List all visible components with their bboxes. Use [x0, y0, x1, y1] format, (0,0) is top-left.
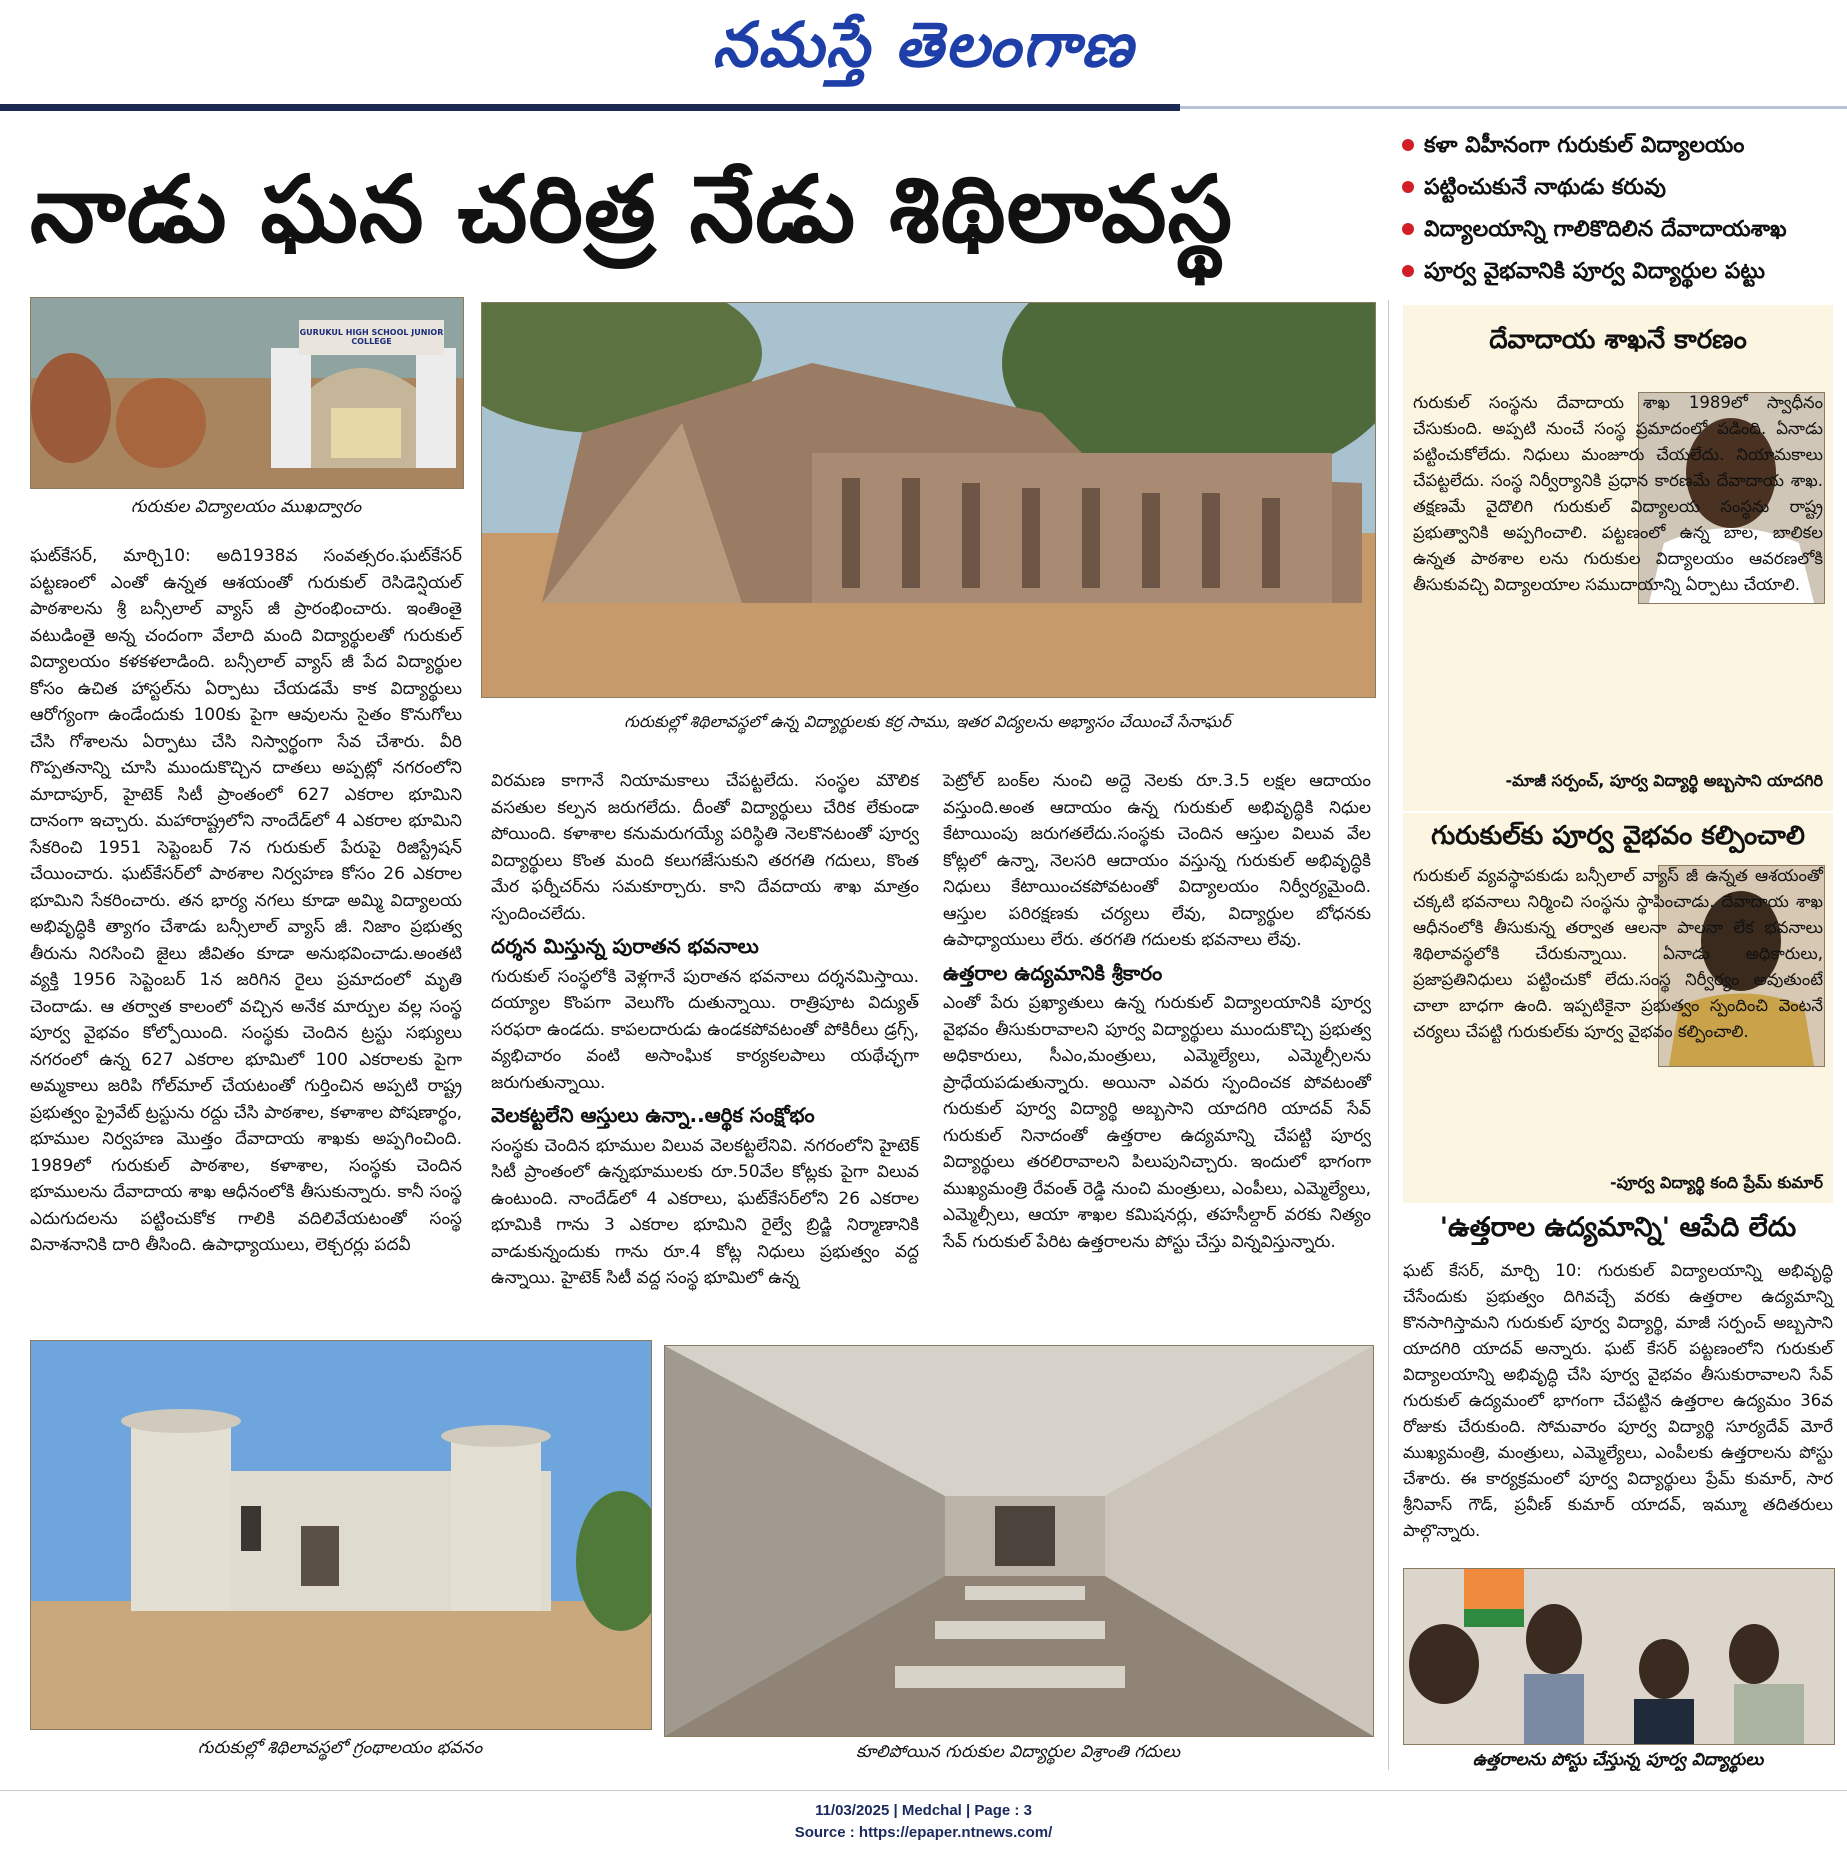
corridor-photo	[664, 1345, 1374, 1737]
gate-photo-image	[31, 298, 463, 488]
corridor-photo-image	[665, 1346, 1373, 1736]
footer-rule	[0, 1790, 1847, 1791]
column2-subhead-1: దర్శన మిస్తున్న పురాతన భవనాలు	[491, 934, 759, 958]
bullet-item: కళా విహీనంగా గురుకుల్ విద్యాలయం	[1400, 125, 1830, 167]
gate-caption: గురుకుల విద్యాలయం ముఖద్వారం	[130, 497, 362, 517]
ruin-photo-image	[482, 303, 1375, 697]
protest-photo	[1403, 1568, 1835, 1745]
ruin-caption: గురుకుల్లో శిథిలావస్థలో ఉన్న విద్యార్థులకు కర్ర సాము, ఇతర విద్యలను అభ్యాసం చేయించే సేనాఘర్	[624, 712, 1231, 731]
side-story-body: ఘట్ కేసర్, మార్చి 10: గురుకుల్ విద్యాలయాన్ని అభివృద్ధి చేసేందుకు ప్రభుత్వం దిగివచ్చే వరకు ఉత్తరాల ఉద్యమాన్ని కొనసాగిస్తామని గురుకుల్ పూర్వ విద్యార్థి, మాజీ సర్పంచ్ అబ్బసాని యాదగిరి యాదవ్ అన్నారు. ఘట్ కేసర్ పట్టణంలోని గురుకుల్ విద్యాలయాన్ని అభివృద్ధి చేసి పూర్వ వైభవం తీసుకురావాలని సేవ్ గురుకుల్ ఉద్యమంలో భాగంగా చేపట్టిన ఉత్తరాల ఉద్యమం 36వ రోజుకు చేరుకుంది. సోమవారం పూర్వ విద్యార్థి సూర్యదేవ్ మోరే ముఖ్యమంత్రి, మంత్రులు, ఎమ్మెల్యేలు, ఎంపీలకు ఉత్తరాలను పోస్టు చేశారు. ఈ కార్యక్రమంలో పూర్వ విద్యార్థులు ప్రేమ్ కుమార్, సార శ్రీనివాస్ గౌడ్, ప్రవీణ్ కుమార్ యాదవ్, ఇమ్మూ తదితరులు పాల్గొన్నారు.	[1403, 1261, 1833, 1540]
column2-intro: విరమణ కాగానే నియామకాలు చేపట్టలేదు. సంస్థల మౌలిక వసతుల కల్పన జరుగలేదు. దీంతో విద్యార్థులు చేరిక లేకుండా పోయింది. కళాశాల కనుమరుగయ్యే పరిస్థితి నెలకొనటంతో పూర్వ విద్యార్థులు కొంత మంది కలుగజేసుకుని తరగతి గదులు, కొంత మేర ఫర్నీచర్‌ను సమకూర్చారు. కాని దేవదాయ శాఖ మాత్రం స్పందించలేదు.	[491, 771, 919, 924]
masthead	[0, 0, 1847, 100]
column3-subhead: ఉత్తరాల ఉద్యమానికి శ్రీకారం	[943, 960, 1163, 985]
newspaper-logo: నమస్తే తెలంగాణ	[712, 8, 1135, 81]
bullet-item: విద్యాలయాన్ని గాలికొదిలిన దేవాదాయశాఖ	[1400, 209, 1830, 251]
column-divider	[1388, 300, 1389, 1770]
headline: నాడు ఘన చరిత్ర నేడు శిథిలావస్థ	[30, 156, 1234, 263]
column2-subhead-2: వెలకట్టలేని ఆస్తులు ఉన్నా..ఆర్థిక సంక్షోభం	[491, 1103, 815, 1127]
library-photo	[30, 1340, 652, 1730]
column3-para-1: పెట్రోల్ బంక్‌ల నుంచి అద్దె నెలకు రూ.3.5 లక్షల ఆదాయం వస్తుంది.అంత ఆదాయం ఉన్న గురుకుల్ అభివృద్ధికి నిధుల కేటాయింపు జరుగతలేదు.సంస్థకు చెందిన ఆస్తుల విలువ వేల కోట్లలో ఉన్నా, నెలసరి ఆదాయం వస్తున్న గురుకుల్ అభివృద్ధికి నిధులు కేటాయించకపోవటంతో విద్యాలయం నిర్వీర్యమైంది. ఆస్తుల పరిరక్షణకు చర్యలు లేవు, విద్యార్థుల బోధనకు ఉపాధ్యాయులు లేరు. తరగతి గదులకు భవనాలు లేవు.	[943, 771, 1371, 950]
column2-para-2: సంస్థకు చెందిన భూముల విలువ వెలకట్టలేనివి. నగరంలోని హైటెక్ సిటీ ప్రాంతంలో ఉన్నభూములకు రూ.50వేల కోట్లకు పైగా విలువ ఉంటుంది. నాందేడ్‌లో 4 ఎకరాలు, ఘట్‌కేసర్‌లోని 26 ఎకరాల భూమికి గాను 3 ఎకరాల భూమిని రైల్వే బ్రిడ్జి నిర్మాణానికి వాడుకున్నందుకు గాను రూ.4 కోట్ల నిధులు ప్రభుత్వం వద్ద ఉన్నాయి. హైటెక్ సిటీ వద్ద సంస్థ భూమిలో ఉన్న	[491, 1135, 919, 1288]
masthead-rule-light	[1180, 106, 1847, 109]
masthead-rule	[0, 104, 1180, 111]
column3-para-2: ఎంతో పేరు ప్రఖ్యాతులు ఉన్న గురుకుల్ విద్యాలయానికి పూర్వ వైభవం తీసుకురావాలని పూర్వ విద్యార్థులు ముందుకొచ్చి ప్రభుత్వ అధికారులు, సీఎం,మంత్రులు, ఎమ్మెల్యేలు, ఎమ్మెల్సీలను ప్రాధేయపడుతున్నారు. అయినా ఎవరు స్పందించక పోవటంతో గురుకుల్ పూర్వ విద్యార్థి అబ్బసాని యాదగిరి యాదవ్ సేవ్ గురుకుల్ నినాదంతో ఉత్తరాల ఉద్యమాన్ని చేపట్టి పూర్వ విద్యార్థులు తరలిరావాలని పిలుపునిచ్చారు. ఇందులో భాగంగా ముఖ్యమంత్రి రేవంత్ రెడ్డి నుంచి మంత్రులు, ఎంపీలు, ఎమ్మెల్యేలు, ఎమ్మెల్సీలు, ఆయా శాఖల కమిషనర్లు, తహసీల్దార్ వరకు నిత్యం సేవ్ గురుకుల్ పేరిట ఉత్తరాలను పోస్టు చేస్తు విన్నవిస్తున్నారు.	[943, 993, 1371, 1252]
library-caption: గురుకుల్లో శిథిలావస్థలో గ్రంథాలయం భవనం	[197, 1738, 483, 1758]
column1-text: ఘట్‌కేసర్, మార్చి10: అది1938వ సంవత్సరం.ఘట్‌కేసర్ పట్టణంలో ఎంతో ఉన్నత ఆశయంతో గురుకుల్ రెసిడెన్షియల్ పాఠశాలను శ్రీ బన్సీలాల్ వ్యాస్ జీ ప్రారంభించారు. ఇంతింతై వటుడింతై అన్న చందంగా వేలాది మంది విద్యార్థులతో గురుకుల్ విద్యాలయం కళకళలాడింది. బన్సీలాల్ వ్యాస్ జీ పేద విద్యార్థుల కోసం ఉచిత హాస్టల్‌ను ఏర్పాటు చేయడమే కాక విద్యార్థులు ఆరోగ్యంగా ఉండేందుకు 100కు పైగా ఆవులను సైతం కొనుగోలు చేసి గోశాలను ఏర్పాటు చేసి నిస్వార్థంగా సేవ చేశారు. వీరి గొప్పతనాన్ని చూసి ముందుకొచ్చిన దాతలు అప్పట్లో నగరంలోని మాదాపూర్, హైటెక్ సిటీ ప్రాంతంలో 627 ఎకరాల భూమిని దానంగా ఇచ్చారు. మహారాష్ట్రలోని నాందేడ్‌లో 4 ఎకరాల భూమిని సేకరించి 1951 సెప్టెంబర్ 7న గురుకుల్ పేరుపై రిజిస్ట్రేషన్ చేయించారు. ఘట్‌కేసర్‌లో పాఠశాల నిర్వహణ కోసం 26 ఎకరాల భూమిని సేకరించారు. తన భార్య నగలు కూడా అమ్మి విద్యాలయ అభివృద్ధికి త్యాగం చేశాడు బన్సీలాల్ వ్యాస్ జీ. నిజాం ప్రభుత్వ తీరును నిరసించి జైలు జీవితం కూడా అనుభవించాడు.అంతటి వ్యక్తి 1956 సెప్టెంబర్ 1న జరిగిన రైలు ప్రమాదంలో మృతి చెందాడు. ఆ తర్వాత కాలంలో వచ్చిన అనేక మార్పుల వల్ల సంస్థ పూర్వ వైభవం కోల్పోయింది. సంస్థకు చెందిన ట్రస్టు సభ్యులు నగరంలో ఉన్న 627 ఎకరాల భూమిలో 100 ఎకరాలకు పైగా అమ్మకాలు జరిపి గోల్‌మాల్ చేయటంతో గుర్తించిన అప్పటి రాష్ట్ర ప్రభుత్వం ప్రైవేట్ ట్రస్టును రద్దు చేసి పాఠశాల, కళాశాల పోషణార్థం, భూముల నిర్వహణ మొత్తం దేవాదాయ శాఖకు అప్పగించింది. 1989లో గురుకుల్ పాఠశాల, కళాశాల, సంస్థకు చెందిన భూములను దేవాదాయ శాఖ ఆధీనంలోకి తీసుకున్నారు. కానీ సంస్థ ఎదుగుదలను పట్టించుకోక గాలికి వదిలివేయటంతో సంస్థ వినాశనానికి దారి తీసింది. ఉపాధ్యాయులు, లెక్చరర్లు పదవీ	[30, 546, 462, 1255]
bullet-item: పూర్వ వైభవానికి పూర్వ విద్యార్థుల పట్టు	[1400, 251, 1830, 293]
protest-photo-image	[1404, 1569, 1834, 1744]
ruin-photo	[481, 302, 1376, 698]
box1-signature: -మాజీ సర్పంచ్, పూర్వ విద్యార్థి అబ్బసాని యాదగిరి	[1505, 771, 1823, 790]
highlight-bullets	[1400, 125, 1830, 293]
side-story	[1403, 1212, 1833, 1544]
quote-box-2	[1403, 813, 1833, 1203]
box2-body: గురుకుల్ వ్యవస్థాపకుడు బన్సీలాల్ వ్యాస్ జీ ఉన్నత ఆశయంతో చక్కటి భవనాలు నిర్మించి సంస్థను స్థాపించాడు. దేవాదాయ శాఖ ఆధీనంలోకి తీసుకున్న తర్వాత ఆలనా పాలనా లేక భవనాలు శిథిలావస్థలోకి చేరుకున్నాయి. ఏనాడు అధికారులు, ప్రజాప్రతినిధులు పట్టించుకో లేదు.సంస్థ నిర్వీర్యం అవుతుంటే చాలా బాధగా ఉంది. ఇప్పటికైనా ప్రభుత్వం స్పందించి వెంటనే చర్యలు చేపట్టి గురుకుల్‌కు పూర్వ వైభవం కల్పించాలి.	[1413, 866, 1823, 1041]
column2-para-1: గురుకుల్ సంస్థలోకి వెళ్లగానే పురాతన భవనాలు దర్శనమిస్తాయి. దయ్యాల కొంపగా వెలుగొం దుతున్నాయి. రాత్రిపూట విద్యుత్ సరఫరా ఉండదు. కాపలదారుడు ఉండకపోవటంతో పోకిరీలు డ్రగ్స్, వ్యభిచారం వంటి అసాంఘిక కార్యకలపాలు యథేచ్ఛగా జరుగుతున్నాయి.	[491, 966, 919, 1093]
quote-box-1	[1403, 305, 1833, 811]
protest-caption: ఉత్తరాలను పోస్టు చేస్తున్న పూర్వ విద్యార్థులు	[1472, 1750, 1764, 1770]
corridor-caption: కూలిపోయిన గురుకుల విద్యార్థుల విశ్రాంతి గదులు	[855, 1742, 1181, 1762]
bullet-item: పట్టించుకునే నాథుడు కరువు	[1400, 167, 1830, 209]
box2-signature: -పూర్వ విద్యార్థి కంది ప్రేమ్ కుమార్	[1609, 1173, 1823, 1192]
footer-source-link[interactable]: Source : https://epaper.ntnews.com/	[794, 1824, 1053, 1841]
gate-photo	[30, 297, 464, 489]
box2-title: గురుకుల్‌కు పూర్వ వైభవం కల్పించాలి	[1431, 821, 1805, 851]
footer-date-page: 11/03/2025 | Medchal | Page : 3	[815, 1802, 1032, 1819]
gate-sign: GURUKUL HIGH SCHOOL JUNIOR COLLEGE	[299, 328, 444, 346]
box1-title: దేవాదాయ శాఖనే కారణం	[1489, 325, 1747, 355]
side-story-title: 'ఉత్తరాల ఉద్యమాన్ని' ఆపేది లేదు	[1439, 1212, 1797, 1243]
article-column-2	[491, 768, 919, 1292]
article-column-1	[30, 543, 462, 1259]
footer	[0, 1800, 1847, 1844]
library-photo-image	[31, 1341, 651, 1729]
box1-body: గురుకుల్ సంస్థను దేవాదాయ శాఖ 1989లో స్వాధీనం చేసుకుంది. అప్పటి నుంచే సంస్థ ప్రమాదంలో పడింది. ఏనాడు పట్టించుకోలేదు. నిధులు మంజూరు చేయలేదు. నియామకాలు చేపట్టలేదు. సంస్థ నిర్వీర్యానికి ప్రధాన కారణమే దేవాదాయ శాఖ. తక్షణమే వైదొలిగి గురుకుల్ విద్యాలయ సంస్థను రాష్ట్ర ప్రభుత్వానికి అప్పగించాలి. పట్టణంలో ఉన్న బాల, బాలికల ఉన్నత పాఠశాల లను గురుకుల విద్యాలయం ఆవరణలోకి తీసుకువచ్చి విద్యాలయాల సముదాయాన్ని ఏర్పాటు చేయాలి.	[1413, 393, 1823, 594]
article-column-3	[943, 768, 1371, 1255]
